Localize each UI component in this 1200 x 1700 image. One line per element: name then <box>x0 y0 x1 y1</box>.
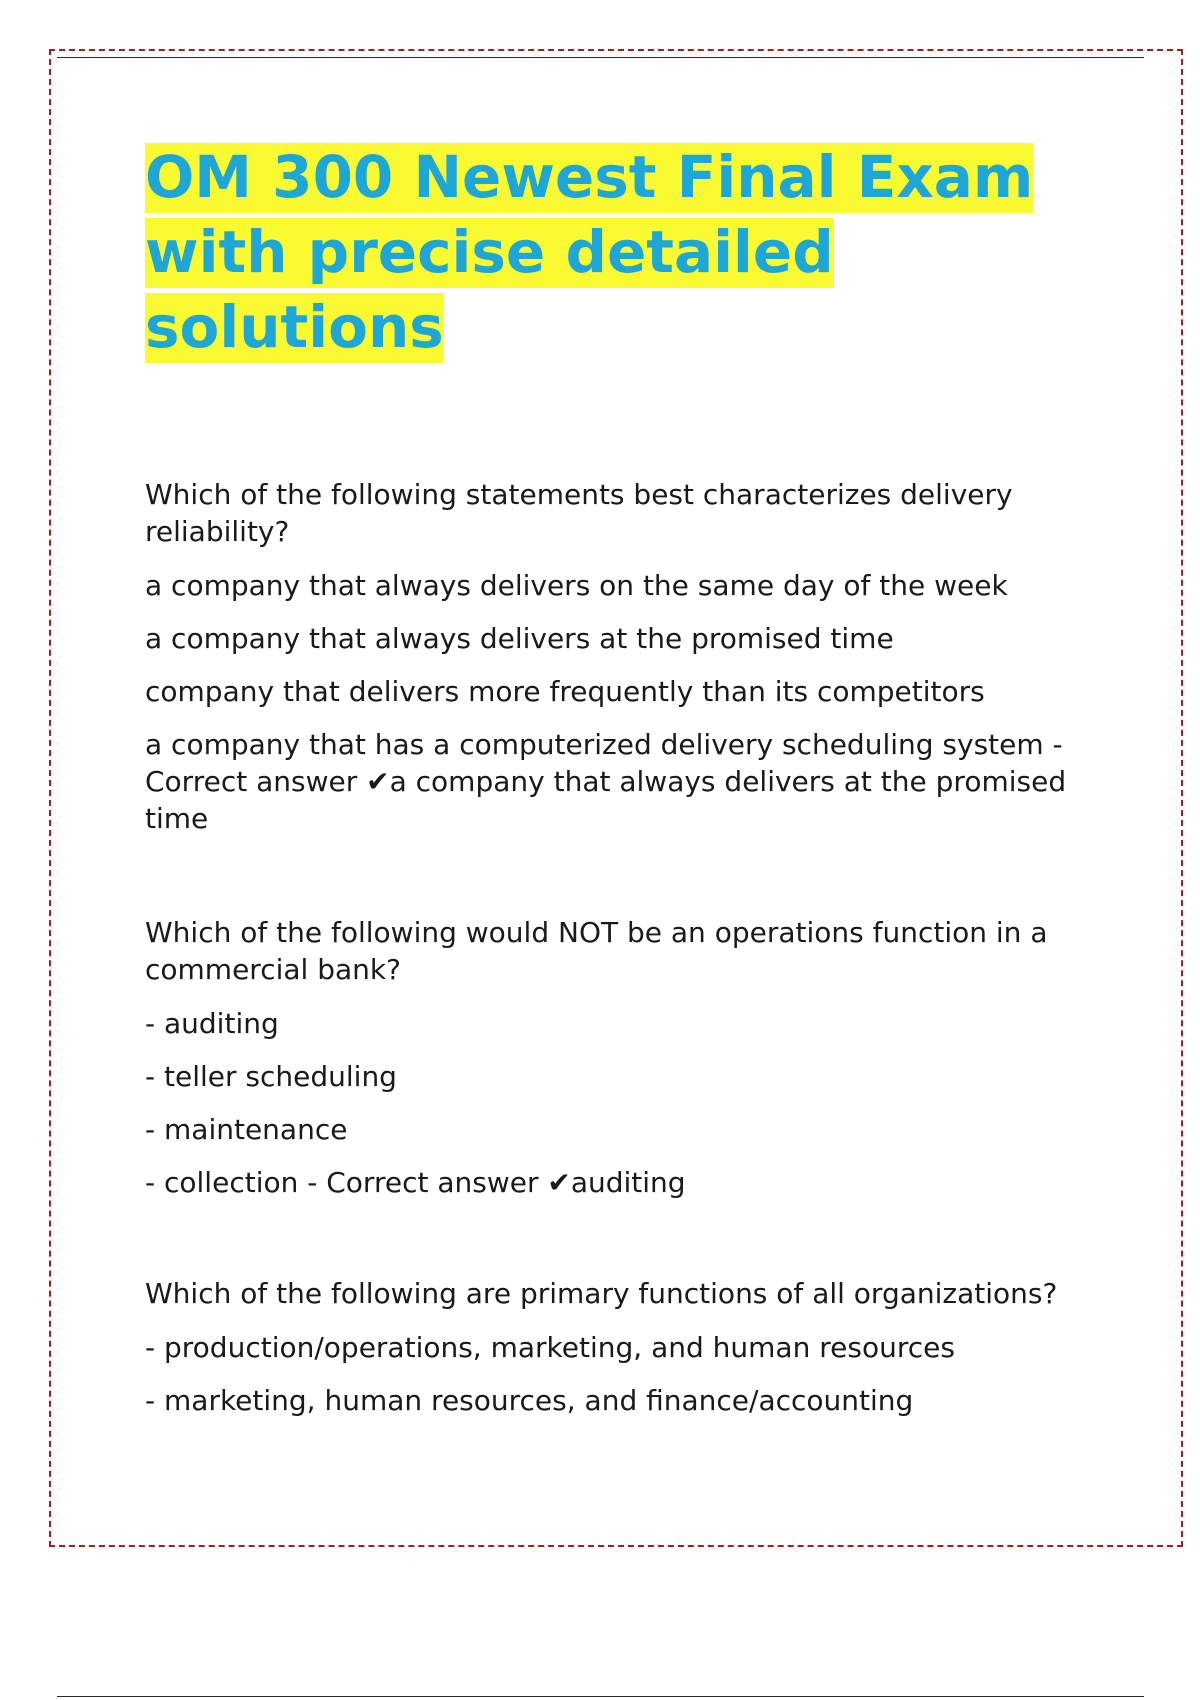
answer-option: a company that always delivers on the same day of the week <box>145 569 1008 602</box>
answer-option: - maintenance <box>145 1113 348 1146</box>
answer-option: - auditing <box>145 1007 279 1040</box>
question-block-3 <box>145 1275 1085 1419</box>
question-text: Which of the following are primary functions of all organizations? <box>145 1277 1058 1310</box>
answer-option: - production/operations, marketing, and human resources <box>145 1331 955 1364</box>
document-title <box>145 140 1045 365</box>
answer-option: company that delivers more frequently than its competitors <box>145 675 985 708</box>
answer-option-with-correct-answer: - collection - Correct answer ✔auditing <box>145 1166 686 1199</box>
title-line-1: OM 300 Newest Final Exam <box>145 143 1034 211</box>
question-block-2 <box>145 914 1085 1201</box>
footer-rule <box>57 1696 1144 1697</box>
answer-option: - marketing, human resources, and finance/accounting <box>145 1384 914 1417</box>
question-text: Which of the following would NOT be an operations function in a commercial bank? <box>145 916 1048 986</box>
title-line-2: with precise detailed <box>145 218 834 286</box>
answer-option: - teller scheduling <box>145 1060 397 1093</box>
answer-option: a company that always delivers at the promised time <box>145 622 894 655</box>
question-block-1 <box>145 476 1085 837</box>
question-text: Which of the following statements best characterizes delivery reliability? <box>145 478 1013 548</box>
header-rule <box>57 57 1144 58</box>
answer-option-with-correct-answer: a company that has a computerized delivery scheduling system - Correct answer ✔a company that always delivers at the promised time <box>145 728 1067 835</box>
title-line-3: solutions <box>145 293 444 361</box>
